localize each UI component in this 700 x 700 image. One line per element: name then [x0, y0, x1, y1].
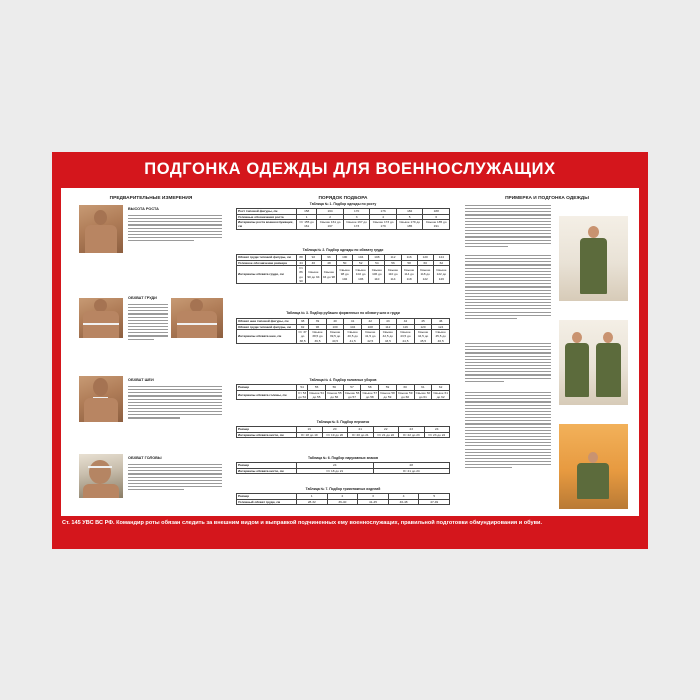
table-cell: Свыше 38,5 до 39,5	[309, 330, 327, 344]
table-cell: 44	[397, 319, 415, 325]
table-cell: 88	[297, 255, 306, 261]
measurement-label-chest: ОБХВАТ ГРУДИ	[128, 296, 157, 300]
table-cell: 6	[423, 214, 450, 220]
table-cell: 39	[309, 319, 327, 325]
table-cell: 56	[385, 260, 401, 266]
table-cell: 92	[306, 255, 322, 261]
table-5-caption: Таблица № 5. Подбор перчаток	[316, 420, 370, 424]
table-cell: 158	[297, 209, 317, 215]
table-cell: Свыше 118 до 122	[417, 266, 433, 284]
measurement-label-neck: ОБХВАТ ШЕИ	[128, 378, 154, 382]
table-cell: Свыше 161 до 167	[317, 220, 344, 229]
table-cell: 120	[417, 255, 433, 261]
table-row-label: Интервалы обхвата шеи, см	[237, 330, 297, 344]
table-4-caption: Таблица № 4. Подбор головных уборов	[309, 378, 377, 382]
column-heading-procedure: ПОРЯДОК ПОДБОРА	[318, 196, 368, 201]
table-cell: 92	[297, 324, 309, 330]
table-cell: От 19 до 20	[322, 432, 348, 438]
table-cell: Свыше 39,5 до 40,5	[326, 330, 344, 344]
table-cell: 104	[353, 255, 369, 261]
table-cell: 116	[401, 255, 417, 261]
table-cell: 24	[424, 427, 450, 433]
table-row-label: Интервалы обхвата головы, см	[237, 390, 297, 399]
table-cell: 58	[401, 260, 417, 266]
table-cell: 38	[297, 319, 309, 325]
table-cell: 2	[327, 494, 358, 500]
table-row-label: Интервалы обхвата груди, см	[237, 266, 297, 284]
table-cell: 59	[379, 385, 397, 391]
table-cell: Свыше 60 до 61	[415, 390, 431, 399]
table-cell: 36-40	[327, 499, 358, 505]
poster-title: ПОДГОНКА ОДЕЖДЫ ДЛЯ ВОЕННОСЛУЖАЩИХ	[144, 160, 556, 178]
table-cell: 62	[432, 385, 450, 391]
table-cell: От 155 до 161	[297, 220, 317, 229]
poster	[52, 152, 648, 549]
table-cell: 4	[388, 494, 419, 500]
table-cell: 104	[344, 324, 362, 330]
photo-chest-front	[79, 298, 123, 338]
table-cell: 116	[397, 324, 415, 330]
fitting-text-1	[465, 205, 551, 249]
table-cell: 28-32	[297, 499, 328, 505]
table-cell: Свыше 122 до 126	[433, 266, 449, 284]
table-3-caption: Таблица № 3. Подбор рубашек форменных по обхвату шеи и груди	[286, 311, 400, 315]
table-row	[237, 468, 450, 474]
table-cell: 46	[432, 319, 450, 325]
table-row-label: Обхват груди типовой фигуры, см	[237, 255, 297, 261]
table-cell: Свыше 40,5 до 41,5	[344, 330, 362, 344]
table-cell: Свыше 90 до 94	[306, 266, 322, 284]
table-row	[237, 432, 450, 438]
table-cell: 108	[369, 255, 385, 261]
table-cell: 3	[358, 494, 389, 500]
table-cell: 60	[396, 385, 414, 391]
table-cell: 3	[343, 214, 370, 220]
table-row	[237, 266, 450, 284]
table-row-label: Размер	[237, 494, 297, 500]
table-cell: Свыше 55 до 56	[327, 390, 342, 399]
table-cell: От 53 до 54	[298, 390, 307, 399]
table-row	[237, 499, 450, 505]
table-cell: От 22 до 23	[399, 432, 425, 438]
table-cell: 54	[369, 260, 385, 266]
table-row-label: Интервалы роста военнослужащих, см	[237, 220, 297, 229]
table-cell: 188	[423, 209, 450, 215]
table-cell: От 21 до 24	[373, 468, 450, 474]
measurement-text-head	[128, 464, 222, 492]
table-cell: Свыше 94 до 98	[321, 266, 337, 284]
table-headwear	[236, 384, 450, 400]
photo-chest-back	[171, 298, 223, 338]
table-cell: 100	[337, 255, 353, 261]
table-7-caption: Таблица № 7. Подбор трикотажных изделий	[305, 487, 381, 491]
table-cell: 112	[379, 324, 397, 330]
table-cell: 47-49	[419, 499, 450, 505]
table-chest	[236, 254, 450, 284]
table-cell: 28	[373, 463, 450, 469]
table-row-label: Условный обхват груди, см	[237, 499, 297, 505]
table-cell: 124	[432, 324, 450, 330]
table-shirts	[236, 318, 450, 344]
table-cell: 45	[414, 319, 432, 325]
table-cell: Свыше 167 до 173	[343, 220, 370, 229]
table-cell: 52	[353, 260, 369, 266]
table-row-label: Обхват груди типовой фигуры, см	[237, 324, 297, 330]
table-cell: 176	[370, 209, 397, 215]
table-cell: 120	[414, 324, 432, 330]
table-cell: 24	[297, 463, 374, 469]
table-cell: 57	[343, 385, 361, 391]
photo-fitting-pair	[559, 320, 628, 405]
table-cell: 1	[297, 494, 328, 500]
table-cell: 41	[344, 319, 362, 325]
table-cell: Свыше 110 до 114	[385, 266, 401, 284]
table-cell: 21	[348, 427, 374, 433]
table-cell: Свыше 45,5 до 46,5	[432, 330, 450, 344]
table-cell: 61	[414, 385, 432, 391]
table-row	[237, 220, 450, 229]
table-cell: 46-48	[388, 499, 419, 505]
table-cell: Свыше 59 до 60	[397, 390, 413, 399]
table-cell: От 37 до 38,5	[297, 330, 309, 344]
table-row-label: Интервалы обхвата кисти, см	[237, 468, 297, 474]
table-row	[237, 330, 450, 344]
table-cell: Свыше 114 до 118	[401, 266, 417, 284]
table-cell: 108	[361, 324, 379, 330]
table-sleeve-insignia	[236, 462, 450, 474]
table-row-label: Интервалы обхвата кисти, см	[237, 432, 297, 438]
table-cell: 182	[396, 209, 423, 215]
table-cell: 55	[308, 385, 326, 391]
table-cell: 5	[396, 214, 423, 220]
content-panel	[61, 188, 639, 516]
column-heading-fitting: ПРИМЕРКА И ПОДГОНКА ОДЕЖДЫ	[505, 196, 589, 201]
table-cell: 23	[399, 427, 425, 433]
table-cell: 43	[379, 319, 397, 325]
table-cell: 164	[317, 209, 344, 215]
table-cell: 42	[361, 319, 379, 325]
table-cell: Свыше 173 до 179	[370, 220, 397, 229]
column-heading-measurements: ПРЕДВАРИТЕЛЬНЫЕ ИЗМЕРЕНИЯ	[109, 196, 193, 201]
table-cell: 40	[326, 319, 344, 325]
table-cell: 41-45	[358, 499, 389, 505]
table-cell: От 18 до 21	[297, 468, 374, 474]
table-cell: От 18 до 19	[297, 432, 323, 438]
table-cell: Свыше 56 до 57	[344, 390, 360, 399]
table-cell: 170	[343, 209, 370, 215]
table-cell: От 23 до 24	[424, 432, 450, 438]
footer-note: Ст. 145 УВС ВС РФ. Командир роты обязан следить за внешним видом и выправкой подчиненных ему военнослужащих, правильной подготовки обмундирования и обуви.	[62, 520, 543, 526]
table-row	[237, 390, 450, 399]
photo-fitting-standing	[559, 216, 628, 301]
table-cell: 60	[417, 260, 433, 266]
table-cell: Свыше 42,5 до 43,5	[379, 330, 397, 344]
table-cell: 50	[337, 260, 353, 266]
table-cell: 20	[322, 427, 348, 433]
table-row-label: Условное обозначение размера	[237, 260, 297, 266]
table-1-caption: Таблица № 1. Подбор одежды по росту	[309, 202, 377, 206]
table-cell: 58	[361, 385, 379, 391]
measurement-text-chest	[128, 304, 168, 342]
table-cell: 5	[419, 494, 450, 500]
table-cell: Свыше 185 до 191	[423, 220, 450, 229]
table-2-caption: Таблица № 2. Подбор одежды по обхвату груди	[302, 248, 384, 252]
table-cell: 46	[306, 260, 322, 266]
table-cell: Свыше 61 до 62	[433, 390, 448, 399]
table-cell: 48	[321, 260, 337, 266]
table-cell: Свыше 43,5 до 44,5	[397, 330, 415, 344]
table-cell: Свыше 44,5 до 45,5	[414, 330, 432, 344]
table-cell: 44	[297, 260, 306, 266]
table-cell: 1	[297, 214, 317, 220]
table-cell: Свыше 106 до 110	[369, 266, 385, 284]
table-cell: 96	[309, 324, 327, 330]
fitting-text-3	[465, 343, 551, 384]
photo-head-measure	[79, 454, 123, 498]
table-cell: 19	[297, 427, 323, 433]
table-cell: От 20 до 21	[348, 432, 374, 438]
table-cell: 96	[321, 255, 337, 261]
table-row-label: Условные обозначения роста	[237, 214, 297, 220]
table-cell: Свыше 98 до 102	[337, 266, 353, 284]
table-gloves	[236, 426, 450, 438]
table-cell: 124	[433, 255, 449, 261]
table-cell: Свыше 102 до 106	[353, 266, 369, 284]
table-row-label: Обхват шеи типовой фигуры, см	[237, 319, 297, 325]
table-row-label: Рост типовой фигуры, см	[237, 209, 297, 215]
table-knitwear	[236, 493, 450, 505]
table-cell: 62	[433, 260, 449, 266]
table-cell: Свыше 41,5 до 42,5	[361, 330, 379, 344]
measurement-text-height	[128, 215, 222, 243]
table-cell: 4	[370, 214, 397, 220]
photo-neck-measure	[79, 376, 123, 422]
table-cell: Свыше 57 до 58	[362, 390, 378, 399]
table-cell: Свыше 54 до 55	[309, 390, 324, 399]
table-cell: Свыше 179 до 185	[396, 220, 423, 229]
measurement-text-neck	[128, 386, 222, 421]
table-row-label: Размер	[237, 427, 297, 433]
measurement-label-height: ВЫСОТА РОСТА	[128, 207, 159, 211]
fitting-text-4	[465, 392, 551, 471]
fitting-text-2	[465, 255, 551, 321]
table-row-label: Размер	[237, 385, 297, 391]
table-cell: От 21 до 22	[373, 432, 399, 438]
table-cell: 100	[326, 324, 344, 330]
table-cell: 112	[385, 255, 401, 261]
table-row-label: Размер	[237, 463, 297, 469]
table-cell: 56	[325, 385, 343, 391]
measurement-label-head: ОБХВАТ ГОЛОВЫ	[128, 456, 162, 460]
table-height	[236, 208, 450, 230]
table-cell: Свыше 58 до 59	[380, 390, 395, 399]
photo-height-measure	[79, 205, 123, 253]
table-cell: 54	[297, 385, 308, 391]
table-cell: От 86 до 90	[297, 266, 306, 284]
table-cell: 22	[373, 427, 399, 433]
photo-fitting-squat	[559, 424, 628, 509]
table-cell: 2	[317, 214, 344, 220]
table-6-caption: Таблица № 6. Подбор нарукавных знаков	[307, 456, 379, 460]
